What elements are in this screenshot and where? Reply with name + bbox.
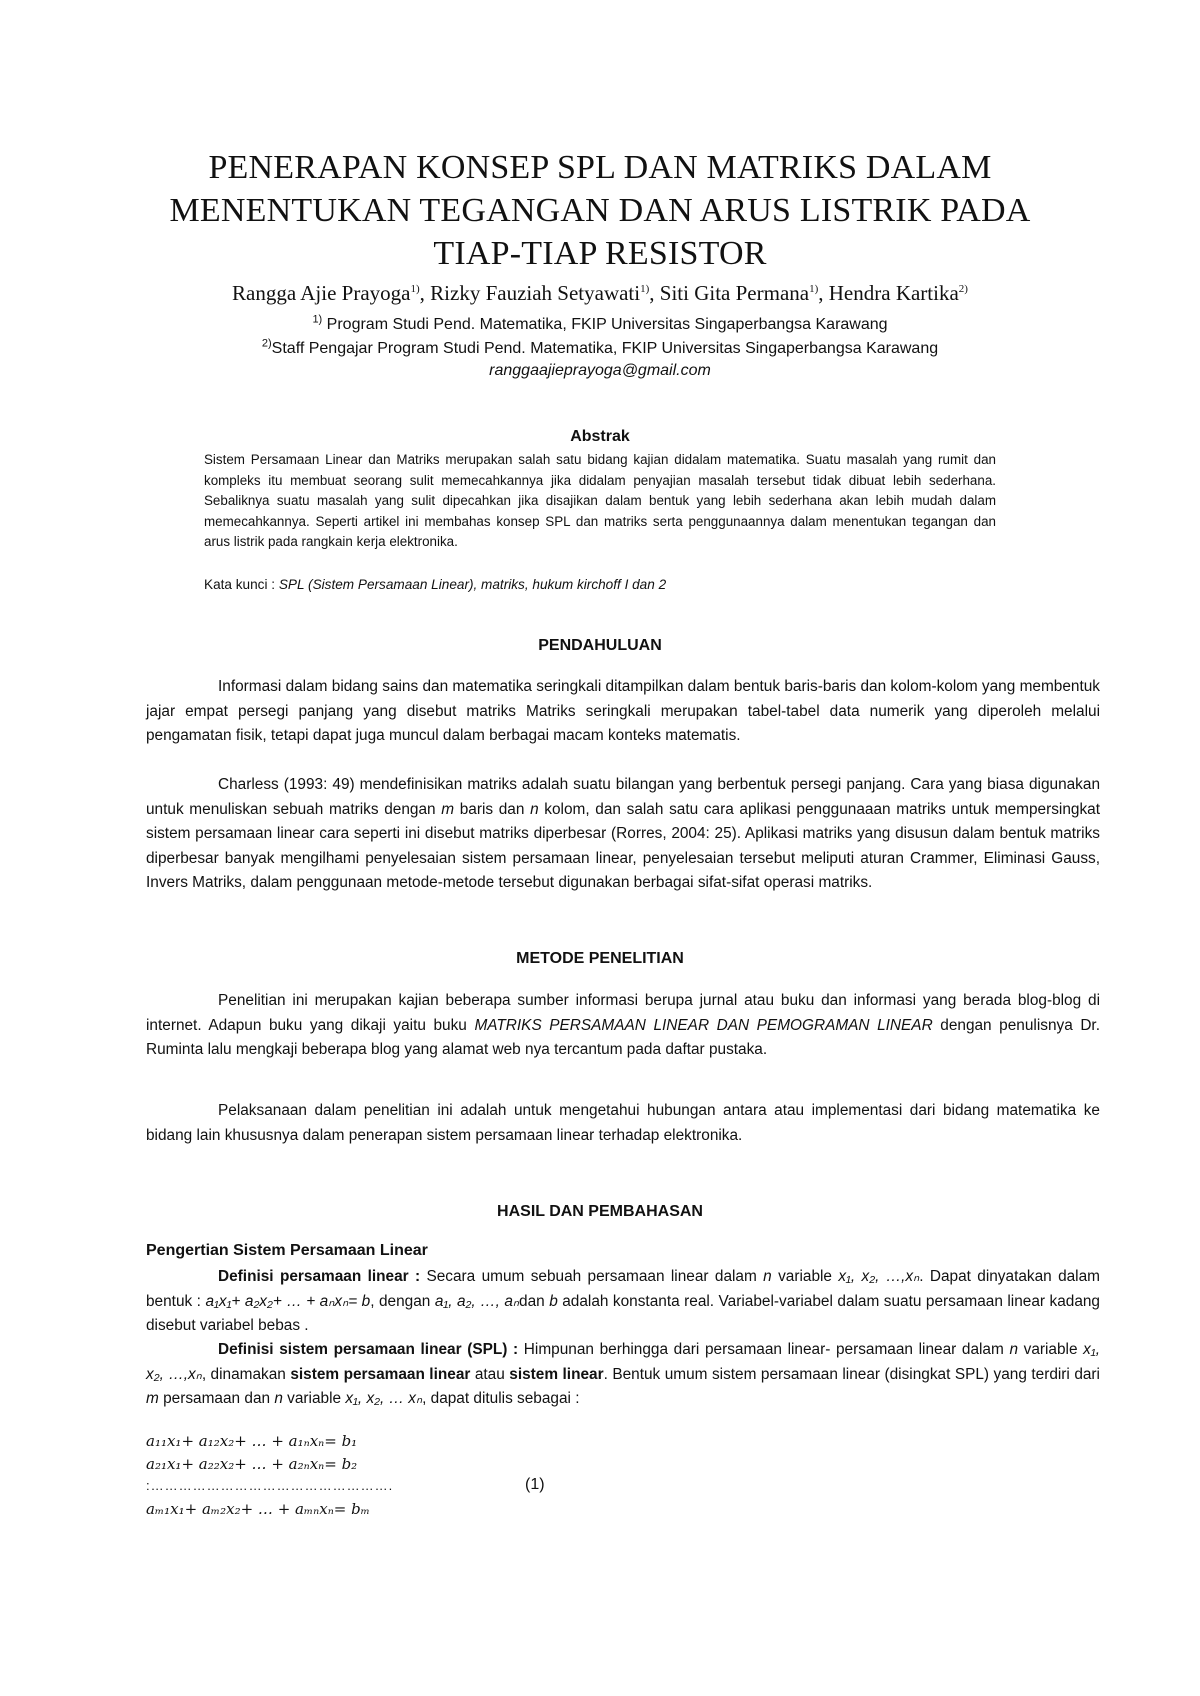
math-expr: x₁, x₂, …,xₙ bbox=[838, 1268, 920, 1285]
paragraph bbox=[146, 989, 1100, 1063]
math-expr: x₁, x₂, …,xₙ bbox=[146, 1341, 1100, 1383]
author-name: Rizky Fauziah Setyawati bbox=[430, 281, 641, 305]
paragraph-text: . Dapat dinyatakan dalam bentuk : bbox=[146, 1268, 1100, 1310]
paragraph-text: dengan penulisnya Dr. Ruminta lalu mengkaji beberapa blog yang alamat web nya tercantum pada daftar pustaka. bbox=[146, 1016, 1100, 1058]
separator: , bbox=[649, 281, 660, 305]
paragraph-text: atau bbox=[470, 1365, 510, 1383]
paragraph bbox=[146, 773, 1100, 896]
paper-title bbox=[140, 146, 1060, 275]
paragraph-text: Secara umum sebuah persamaan linear dalam bbox=[420, 1268, 764, 1285]
math-var: n bbox=[1009, 1341, 1018, 1358]
paragraph-text: adalah konstanta real. Variabel-variabel dalam suatu persamaan linear kadang disebut variabel bebas . bbox=[146, 1292, 1100, 1334]
bold-term: sistem persamaan linear bbox=[290, 1365, 471, 1383]
subsection-heading: Pengertian Sistem Persamaan Linear bbox=[146, 1242, 428, 1259]
math-var: n bbox=[530, 800, 539, 818]
equation-number: (1) bbox=[525, 1476, 545, 1493]
paragraph-text: persamaan dan bbox=[158, 1390, 275, 1407]
equation-ellipsis: :……………………………………………. bbox=[146, 1478, 394, 1493]
keywords bbox=[204, 577, 996, 592]
math-var: n bbox=[274, 1390, 283, 1407]
paragraph-text: Pelaksanaan dalam penelitian ini adalah untuk mengetahui hubungan antara atau implementasi dari bidang matematika ke bidang lain khususnya dalam penerapan sistem persamaan linear terhadap elektronika. bbox=[146, 1102, 1100, 1144]
affiliation-mark: 1) bbox=[410, 283, 420, 295]
abstract-body: Sistem Persamaan Linear dan Matriks merupakan salah satu bidang kajian didalam matematika. Suatu masalah yang rumit dan kompleks itu membuat seorang sulit memecahkannya jika didalam penyajian masalah tersebut tidak dibuat lebih sederhana. Sebaliknya suatu masalah yang sulit dipecahkan jika disajikan dalam bentuk yang lebih sederhana akan lebih mudah dalam memecahkannya. Seperti artikel ini membahas konsep SPL dan matriks serta penggunaannya dalam menentukan tegangan dan arus listrik pada rangkain kerja elektronika. bbox=[204, 452, 996, 549]
paragraph-text: Charless (1993: 49) mendefinisikan matriks adalah suatu bilangan yang berbentuk persegi panjang. Cara yang biasa digunakan untuk menuliskan sebuah matriks dengan bbox=[146, 776, 1100, 818]
equation-line: aₘ₁x₁+ aₘ₂x₂+ … + aₘₙxₙ= bₘ bbox=[146, 1500, 370, 1518]
paragraph-text: variable bbox=[1018, 1341, 1084, 1358]
affiliation-text: Program Studi Pend. Matematika, FKIP Universitas Singaperbangsa Karawang bbox=[322, 316, 888, 333]
paragraph-definition-2 bbox=[146, 1338, 1100, 1412]
math-expr: a₁x₁+ a₂x₂+ … + aₙxₙ= b bbox=[205, 1292, 371, 1310]
author-name: Siti Gita Permana bbox=[659, 281, 810, 305]
author-list bbox=[140, 280, 1060, 306]
author-name: Hendra Kartika bbox=[828, 281, 959, 305]
paragraph-text: Himpunan berhingga dari persamaan linear- persamaan linear dalam bbox=[518, 1341, 1010, 1358]
title-line: MENENTUKAN TEGANGAN DAN ARUS LISTRIK PADA bbox=[169, 192, 1031, 229]
book-title: MATRIKS PERSAMAAN LINEAR DAN PEMOGRAMAN LINEAR bbox=[474, 1016, 933, 1034]
equation-line: a₂₁x₁+ a₂₂x₂+ … + a₂ₙxₙ= b₂ bbox=[146, 1455, 358, 1473]
paragraph bbox=[146, 675, 1100, 749]
paragraph-text: kolom, dan salah satu cara aplikasi penggunaaan matriks untuk mempersingkat sistem persamaan linear cara seperti ini disebut matriks diperbesar (Rorres, 2004: 25). Aplikasi matriks yang disusun dalam bentuk matriks diperbesar banyak mengilhami penyelesaian sistem persamaan linear, penyelesaian tersebut meliputi aturan Crammer, Eliminasi Gauss, Invers Matriks, dalam penggunaan metode-metode tersebut digunakan berbagai sifat-sifat operasi matriks. bbox=[146, 800, 1100, 891]
paragraph-text: dan bbox=[519, 1292, 550, 1310]
bold-term: sistem linear bbox=[509, 1365, 604, 1383]
math-var: n bbox=[763, 1268, 772, 1285]
separator: , bbox=[419, 281, 431, 305]
paragraph-definition-1 bbox=[146, 1265, 1100, 1339]
section-heading-metode: METODE PENELITIAN bbox=[516, 950, 684, 967]
affiliation-mark: 1) bbox=[809, 283, 819, 295]
abstract-heading: Abstrak bbox=[570, 428, 630, 445]
affiliation-1 bbox=[140, 314, 1060, 336]
title-line: TIAP-TIAP RESISTOR bbox=[433, 235, 767, 272]
section-heading-hasil: HASIL DAN PEMBAHASAN bbox=[497, 1203, 703, 1220]
definition-label: Definisi sistem persamaan linear (SPL) : bbox=[218, 1341, 519, 1358]
math-expr: x₁, x₂, … xₙ bbox=[345, 1390, 423, 1407]
author-name: Rangga Ajie Prayoga bbox=[232, 281, 411, 305]
affiliation-mark: 1) bbox=[312, 313, 323, 326]
paragraph-text: . Bentuk umum sistem persamaan linear (disingkat SPL) yang terdiri dari bbox=[603, 1365, 1100, 1383]
title-line: PENERAPAN KONSEP SPL DAN MATRIKS DALAM bbox=[208, 149, 992, 186]
paragraph-text: variable bbox=[771, 1268, 839, 1285]
keywords-label: Kata kunci : bbox=[204, 577, 279, 592]
affiliation-mark: 2) bbox=[261, 337, 272, 350]
affiliation-mark: 1) bbox=[640, 283, 650, 295]
math-var: m bbox=[441, 800, 455, 818]
paragraph-text: , dinamakan bbox=[201, 1365, 291, 1383]
paragraph-text: , dengan bbox=[370, 1292, 435, 1310]
affiliation-mark: 2) bbox=[958, 283, 968, 295]
affiliation-2 bbox=[140, 338, 1060, 360]
separator: , bbox=[818, 281, 829, 305]
math-var: m bbox=[146, 1390, 159, 1407]
paragraph-text: variable bbox=[282, 1390, 346, 1407]
paragraph bbox=[146, 1099, 1100, 1148]
paragraph-text: Penelitian ini merupakan kajian beberapa sumber informasi berupa jurnal atau buku dan informasi yang berada blog-blog di internet. Adapun buku yang dikaji yaitu buku bbox=[146, 992, 1100, 1034]
math-var: b bbox=[549, 1292, 558, 1310]
author-email: ranggaajieprayoga@gmail.com bbox=[489, 362, 711, 379]
paragraph-text: Informasi dalam bidang sains dan matematika seringkali ditampilkan dalam bentuk baris-baris dan kolom-kolom yang membentuk jajar empat persegi panjang yang disebut matriks Matriks seringkali merupakan tabel-tabel data numerik yang diperoleh melalui pengamatan fisik, tetapi dapat juga muncul dalam berbagai macam konteks matematis. bbox=[146, 678, 1100, 744]
paragraph-text: , dapat ditulis sebagai : bbox=[422, 1390, 580, 1407]
equation-line: a₁₁x₁+ a₁₂x₂+ … + a₁ₙxₙ= b₁ bbox=[146, 1432, 358, 1450]
section-heading-pendahuluan: PENDAHULUAN bbox=[538, 637, 662, 654]
paragraph-text: baris dan bbox=[454, 800, 531, 818]
keywords-list: SPL (Sistem Persamaan Linear), matriks, hukum kirchoff I dan 2 bbox=[278, 577, 667, 592]
affiliation-text: Staff Pengajar Program Studi Pend. Matematika, FKIP Universitas Singaperbangsa Karawang bbox=[271, 340, 939, 357]
math-expr: a₁, a₂, …, aₙ bbox=[434, 1292, 520, 1310]
definition-label: Definisi persamaan linear : bbox=[218, 1268, 421, 1285]
